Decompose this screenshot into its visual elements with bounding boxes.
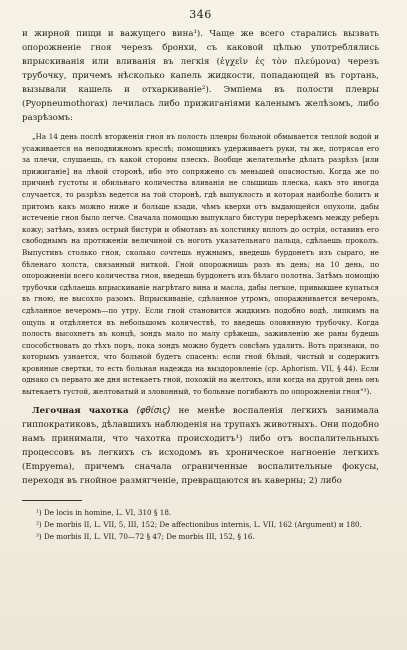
greek-term: (φθίσις) xyxy=(136,405,171,416)
section-heading: Легочная чахотка xyxy=(32,405,129,416)
paragraph-phthisis-text: не менѣе воспаленія легкихъ занимала гиппократиковъ, дѣлавшихъ наблюденія на трупахъ животныхъ. Они подобно намъ принимали, что чахотка происходитъ¹) либо отъ воспалительныхъ процессовъ въ легкихъ съ исходомъ въ хроническое нагноеніе легкихъ (Empyema), причемъ сначала ограниченные воспалительные фокусы, переходя въ гнойное размягченіе, превращаются въ каверны; 2) либо xyxy=(22,405,380,486)
paragraph-phthisis xyxy=(22,404,379,488)
footnotes xyxy=(22,507,379,543)
footnote-divider xyxy=(22,500,82,501)
quoted-passage: „На 14 день послѣ вторженія гноя въ полость плевры больной обмывается теплой водой и усаживается на неподвижномъ креслѣ; помощникъ удерживаетъ руки, ты же, потрясая его за плечи, слушаешь, съ какой стороны плескъ. Вообще желательнѣе дѣлать разрѣзъ [или прижиганіе] на лѣвой сторонѣ, ибо это сопряжено съ меньшей опасностью. Когда же по причинѣ густоты и обильнаго количества вливанія не слышишь плеска, какъ это иногда случается, то разрѣзъ ведется на той сторонѣ, гдѣ выпуклость и которая наиболѣе болитъ и притомъ какъ можно ниже и больше кзади, чѣмъ кверхи отъ выдающейся опухоли, дабы истеченіе гноя было легче. Сначала помощью выпуклаго бистури перерѣжемъ между реберъ кожу; затѣмъ, взявъ острый бистури и обмотавъ въ холстинку вплоть до острія, оставивъ его свободнымъ на протяженіи величиной съ ноготь указательнаго пальца, сдѣлаешь проколъ. Выпустивъ столько гноя, сколько сочтешь нужнымъ, введешь бурдонетъ изъ сыраго, не бѣленаго холста, связанный ниткой. Гной опорожнишь разъ въ день; на 10 день, по опорожненіи всего количества гноя, введешь бурдонетъ изъ бѣлаго полотна. Затѣмъ помощію трубочки сдѣлаешь впрыскиваніе нагрѣтаго вина и масла, дабы легкое, привыкшее купаться въ гною, не высохло разомъ. Впрыскиваніе, сдѣланное утромъ, опоражнивается вечеромъ, сдѣланное вечеромъ—по утру. Если гной становится жидкимъ подобно водѣ, липкимъ на ощупь и отдѣляется въ небольшомъ количествѣ, то введешь оловянную трубочку. Когда полость высохнетъ въ концѣ, зондъ мало по малу срѣжешь, заживленію же раны будешь способствовать до тѣхъ поръ, пока зондъ можно будетъ совсѣмъ удалить. Вотъ признаки, по которымъ узнается, что больной будетъ спасенъ: если гной бѣлый, чистый и содержитъ кровяные свертки, то есть больная надежда на выздоровленіе (ср. Aphorism. VII, § 44). Если однако съ первато же дня истекаетъ гной, похожій на желтокъ, или когда на другой день онъ вытекаетъ густой, желтоватый и зловонный, то больные погибаютъ по опорожненіи гноя“³). xyxy=(22,132,379,397)
footnote-3: ³) De morbis II, L. VII, 70—72 § 47; De morbis III, 152, § 16. xyxy=(36,531,255,541)
paragraph-intro: и жирной пищи и важущего вина¹). Чаще же всего старались вызвать опорожненіе гноя черезъ бронхи, съ каковой цѣлью употреблялись впрыскиванія или вливанія въ легкія (ἐγχεῖν ἐς τὸν πλεύμονα) черезъ трубочку, причемъ нѣсколько капель жидкости, попадающей въ гортань, вызывали кашель и отхаркиваніе²). Эмпіема въ полости плевры (Pyopneumothorax) лечилась либо прижиганіями каленымъ желѣзомъ, либо разрѣзомъ: xyxy=(22,29,379,123)
footnote-2: ²) De morbis II, L. VII, 5, III, 152; De affectionibus internis, L. VII, 162 (Argument) и 180. xyxy=(36,519,362,529)
page-number: 346 xyxy=(189,8,212,21)
footnote-1: ¹) De locis in homine, L. VI, 310 § 18. xyxy=(36,507,172,517)
